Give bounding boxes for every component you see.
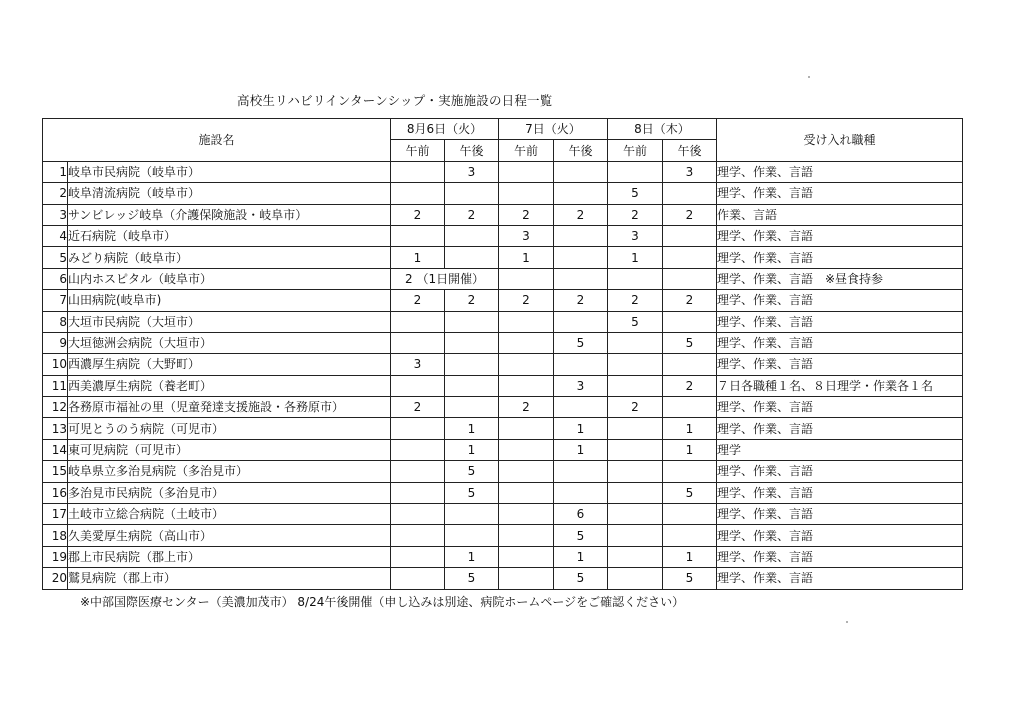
table-row	[43, 161, 963, 182]
facility-name: 久美愛厚生病院（高山市）	[68, 525, 391, 546]
table-row	[43, 268, 963, 289]
capacity-cell: 2	[663, 204, 717, 225]
facility-name: 近石病院（岐阜市）	[68, 225, 391, 246]
capacity-cell	[391, 568, 445, 589]
capacity-cell: 2	[608, 290, 663, 311]
capacity-cell	[499, 332, 554, 353]
capacity-cell	[663, 354, 717, 375]
capacity-cell	[663, 183, 717, 204]
facility-name: 鷲見病院（郡上市）	[68, 568, 391, 589]
table-row	[43, 546, 963, 567]
capacity-cell	[391, 161, 445, 182]
schedule-table	[42, 118, 963, 590]
capacity-cell: 5	[554, 332, 608, 353]
facility-name: 可児とうのう病院（可児市）	[68, 418, 391, 439]
capacity-cell: 3	[608, 225, 663, 246]
accepted-jobs: 理学、作業、言語	[717, 161, 963, 182]
accepted-jobs: 理学、作業、言語	[717, 247, 963, 268]
capacity-cell	[554, 482, 608, 503]
capacity-cell	[445, 525, 499, 546]
table-row	[43, 397, 963, 418]
pm-header: 午後	[663, 140, 717, 161]
capacity-cell	[391, 183, 445, 204]
row-number: 1	[43, 161, 68, 182]
row-number: 12	[43, 397, 68, 418]
table-row	[43, 568, 963, 589]
capacity-cell	[499, 482, 554, 503]
capacity-cell: 2	[554, 290, 608, 311]
capacity-cell	[499, 311, 554, 332]
capacity-cell	[663, 397, 717, 418]
table-row	[43, 461, 963, 482]
accepted-jobs: 理学、作業、言語	[717, 525, 963, 546]
row-number: 10	[43, 354, 68, 375]
accepted-jobs: 作業、言語	[717, 204, 963, 225]
facility-name: 岐阜県立多治見病院（多治見市）	[68, 461, 391, 482]
capacity-cell	[499, 354, 554, 375]
capacity-cell	[499, 268, 554, 289]
table-row	[43, 204, 963, 225]
facility-name: 各務原市福祉の里（児童発達支援施設・各務原市）	[68, 397, 391, 418]
capacity-cell: 1	[445, 418, 499, 439]
day-header-7: 7日（火）	[499, 119, 608, 140]
capacity-cell	[391, 225, 445, 246]
capacity-cell	[554, 225, 608, 246]
accepted-jobs: 理学、作業、言語	[717, 183, 963, 204]
capacity-cell: 6	[554, 504, 608, 525]
capacity-cell: 1	[445, 546, 499, 567]
capacity-cell	[391, 504, 445, 525]
capacity-cell	[499, 439, 554, 460]
accepted-jobs: 理学、作業、言語	[717, 568, 963, 589]
row-number: 19	[43, 546, 68, 567]
facility-name: 東可児病院（可児市）	[68, 439, 391, 460]
row-number: 3	[43, 204, 68, 225]
capacity-cell	[391, 418, 445, 439]
capacity-cell	[663, 311, 717, 332]
capacity-cell: 2	[663, 375, 717, 396]
row-number: 18	[43, 525, 68, 546]
pm-header: 午後	[445, 140, 499, 161]
accepted-jobs: 理学、作業、言語	[717, 461, 963, 482]
capacity-cell: 5	[663, 482, 717, 503]
facility-name: 西濃厚生病院（大野町）	[68, 354, 391, 375]
capacity-cell: 2	[391, 204, 445, 225]
day-header-8: 8日（木）	[608, 119, 717, 140]
capacity-cell: 1	[391, 247, 445, 268]
capacity-cell: 3	[663, 161, 717, 182]
accepted-jobs: 理学、作業、言語	[717, 311, 963, 332]
facility-name: 多治見市民病院（多治見市）	[68, 482, 391, 503]
capacity-cell	[445, 332, 499, 353]
capacity-cell	[391, 461, 445, 482]
capacity-cell	[554, 461, 608, 482]
table-row	[43, 375, 963, 396]
capacity-cell: 5	[608, 311, 663, 332]
table-row	[43, 225, 963, 246]
accepted-jobs: 理学、作業、言語	[717, 397, 963, 418]
pm-header: 午後	[554, 140, 608, 161]
row-number: 6	[43, 268, 68, 289]
am-header: 午前	[391, 140, 445, 161]
row-number: 5	[43, 247, 68, 268]
table-row	[43, 247, 963, 268]
accepted-jobs: 理学、作業、言語	[717, 354, 963, 375]
capacity-cell	[608, 568, 663, 589]
capacity-cell	[445, 504, 499, 525]
capacity-cell	[663, 268, 717, 289]
capacity-cell	[445, 225, 499, 246]
capacity-cell: 5	[445, 482, 499, 503]
capacity-cell	[391, 482, 445, 503]
facility-name: 土岐市立総合病院（土岐市）	[68, 504, 391, 525]
capacity-cell: 2	[391, 397, 445, 418]
row-number: 7	[43, 290, 68, 311]
capacity-cell	[608, 332, 663, 353]
accepted-jobs: ７日各職種１名、８日理学・作業各１名	[717, 375, 963, 396]
capacity-cell	[554, 183, 608, 204]
accepted-jobs: 理学、作業、言語	[717, 332, 963, 353]
capacity-cell	[499, 525, 554, 546]
capacity-cell	[391, 311, 445, 332]
capacity-cell	[554, 268, 608, 289]
row-number: 8	[43, 311, 68, 332]
capacity-cell	[499, 183, 554, 204]
row-number: 11	[43, 375, 68, 396]
capacity-cell: 2	[499, 204, 554, 225]
facility-name: 岐阜清流病院（岐阜市）	[68, 183, 391, 204]
capacity-cell	[608, 354, 663, 375]
capacity-cell	[608, 504, 663, 525]
capacity-cell: 1	[663, 546, 717, 567]
capacity-cell	[608, 268, 663, 289]
capacity-cell	[499, 504, 554, 525]
capacity-cell	[554, 397, 608, 418]
schedule-rows	[43, 161, 963, 589]
row-number: 4	[43, 225, 68, 246]
capacity-cell	[608, 546, 663, 567]
capacity-cell: 2	[663, 290, 717, 311]
capacity-cell	[445, 375, 499, 396]
table-row	[43, 525, 963, 546]
capacity-cell: 5	[445, 461, 499, 482]
capacity-cell	[499, 568, 554, 589]
accepted-jobs: 理学、作業、言語 ※昼食持参	[717, 268, 963, 289]
table-row	[43, 418, 963, 439]
capacity-cell: 5	[663, 568, 717, 589]
capacity-cell	[391, 375, 445, 396]
table-row	[43, 482, 963, 503]
capacity-cell	[663, 225, 717, 246]
capacity-cell: 2	[445, 290, 499, 311]
capacity-cell	[554, 161, 608, 182]
capacity-cell	[499, 418, 554, 439]
capacity-cell	[391, 332, 445, 353]
capacity-cell: 3	[445, 161, 499, 182]
row-number: 15	[43, 461, 68, 482]
capacity-cell: 1	[554, 418, 608, 439]
capacity-cell: 2	[499, 290, 554, 311]
capacity-cell	[608, 161, 663, 182]
capacity-cell	[499, 546, 554, 567]
facility-name: 大垣市民病院（大垣市）	[68, 311, 391, 332]
accepted-jobs: 理学、作業、言語	[717, 482, 963, 503]
capacity-cell	[608, 525, 663, 546]
accepted-jobs: 理学、作業、言語	[717, 546, 963, 567]
row-number: 20	[43, 568, 68, 589]
accepted-jobs: 理学	[717, 439, 963, 460]
capacity-cell: 5	[554, 568, 608, 589]
facility-name: みどり病院（岐阜市）	[68, 247, 391, 268]
capacity-cell	[554, 311, 608, 332]
table-row	[43, 311, 963, 332]
row-number: 2	[43, 183, 68, 204]
am-header: 午前	[499, 140, 554, 161]
capacity-cell	[499, 461, 554, 482]
footnote: ※中部国際医療センター（美濃加茂市） 8/24午後開催（申し込みは別途、病院ホームページをご確認ください）	[80, 595, 685, 609]
capacity-cell: 2	[391, 290, 445, 311]
capacity-cell: 1	[445, 439, 499, 460]
capacity-cell	[554, 354, 608, 375]
capacity-cell: 3	[554, 375, 608, 396]
capacity-cell	[391, 525, 445, 546]
facility-name: 山田病院(岐阜市)	[68, 290, 391, 311]
capacity-cell	[663, 504, 717, 525]
capacity-cell: 5	[554, 525, 608, 546]
jobs-header: 受け入れ職種	[717, 119, 963, 162]
scan-speck	[808, 76, 810, 78]
facility-name: サンビレッジ岐阜（介護保険施設・岐阜市）	[68, 204, 391, 225]
row-number: 9	[43, 332, 68, 353]
capacity-cell: 2	[499, 397, 554, 418]
capacity-cell	[608, 375, 663, 396]
capacity-cell	[391, 546, 445, 567]
capacity-cell: 1	[554, 439, 608, 460]
facility-header: 施設名	[43, 119, 391, 162]
capacity-cell	[608, 439, 663, 460]
capacity-cell	[608, 418, 663, 439]
capacity-cell: 2	[554, 204, 608, 225]
capacity-cell	[663, 247, 717, 268]
facility-name: 岐阜市民病院（岐阜市）	[68, 161, 391, 182]
table-row	[43, 290, 963, 311]
accepted-jobs: 理学、作業、言語	[717, 504, 963, 525]
capacity-cell	[391, 439, 445, 460]
capacity-cell	[663, 461, 717, 482]
capacity-cell: 2	[608, 397, 663, 418]
table-row	[43, 504, 963, 525]
table-row	[43, 183, 963, 204]
scan-speck	[846, 621, 848, 623]
accepted-jobs: 理学、作業、言語	[717, 225, 963, 246]
facility-name: 郡上市民病院（郡上市）	[68, 546, 391, 567]
merged-schedule-cell: 2 （1日開催）	[391, 268, 499, 289]
capacity-cell: 1	[663, 439, 717, 460]
page-title: 高校生リハビリインターンシップ・実施施設の日程一覧	[237, 93, 553, 108]
capacity-cell	[554, 247, 608, 268]
capacity-cell: 1	[554, 546, 608, 567]
am-header: 午前	[608, 140, 663, 161]
row-number: 16	[43, 482, 68, 503]
table-row	[43, 354, 963, 375]
facility-name: 西美濃厚生病院（養老町）	[68, 375, 391, 396]
facility-name: 山内ホスピタル（岐阜市）	[68, 268, 391, 289]
day-header-6: 8月6日（火）	[391, 119, 499, 140]
capacity-cell: 5	[445, 568, 499, 589]
row-number: 17	[43, 504, 68, 525]
capacity-cell: 1	[499, 247, 554, 268]
capacity-cell	[445, 247, 499, 268]
capacity-cell	[445, 311, 499, 332]
capacity-cell	[499, 375, 554, 396]
row-number: 14	[43, 439, 68, 460]
capacity-cell: 1	[663, 418, 717, 439]
table-row	[43, 332, 963, 353]
capacity-cell: 3	[391, 354, 445, 375]
capacity-cell	[445, 397, 499, 418]
capacity-cell: 1	[608, 247, 663, 268]
capacity-cell: 5	[663, 332, 717, 353]
capacity-cell	[608, 482, 663, 503]
capacity-cell: 2	[445, 204, 499, 225]
capacity-cell: 3	[499, 225, 554, 246]
capacity-cell: 2	[608, 204, 663, 225]
accepted-jobs: 理学、作業、言語	[717, 290, 963, 311]
row-number: 13	[43, 418, 68, 439]
facility-name: 大垣徳洲会病院（大垣市）	[68, 332, 391, 353]
table-row	[43, 439, 963, 460]
capacity-cell	[445, 183, 499, 204]
capacity-cell	[445, 354, 499, 375]
capacity-cell: 5	[608, 183, 663, 204]
capacity-cell	[608, 461, 663, 482]
capacity-cell	[499, 161, 554, 182]
accepted-jobs: 理学、作業、言語	[717, 418, 963, 439]
capacity-cell	[663, 525, 717, 546]
